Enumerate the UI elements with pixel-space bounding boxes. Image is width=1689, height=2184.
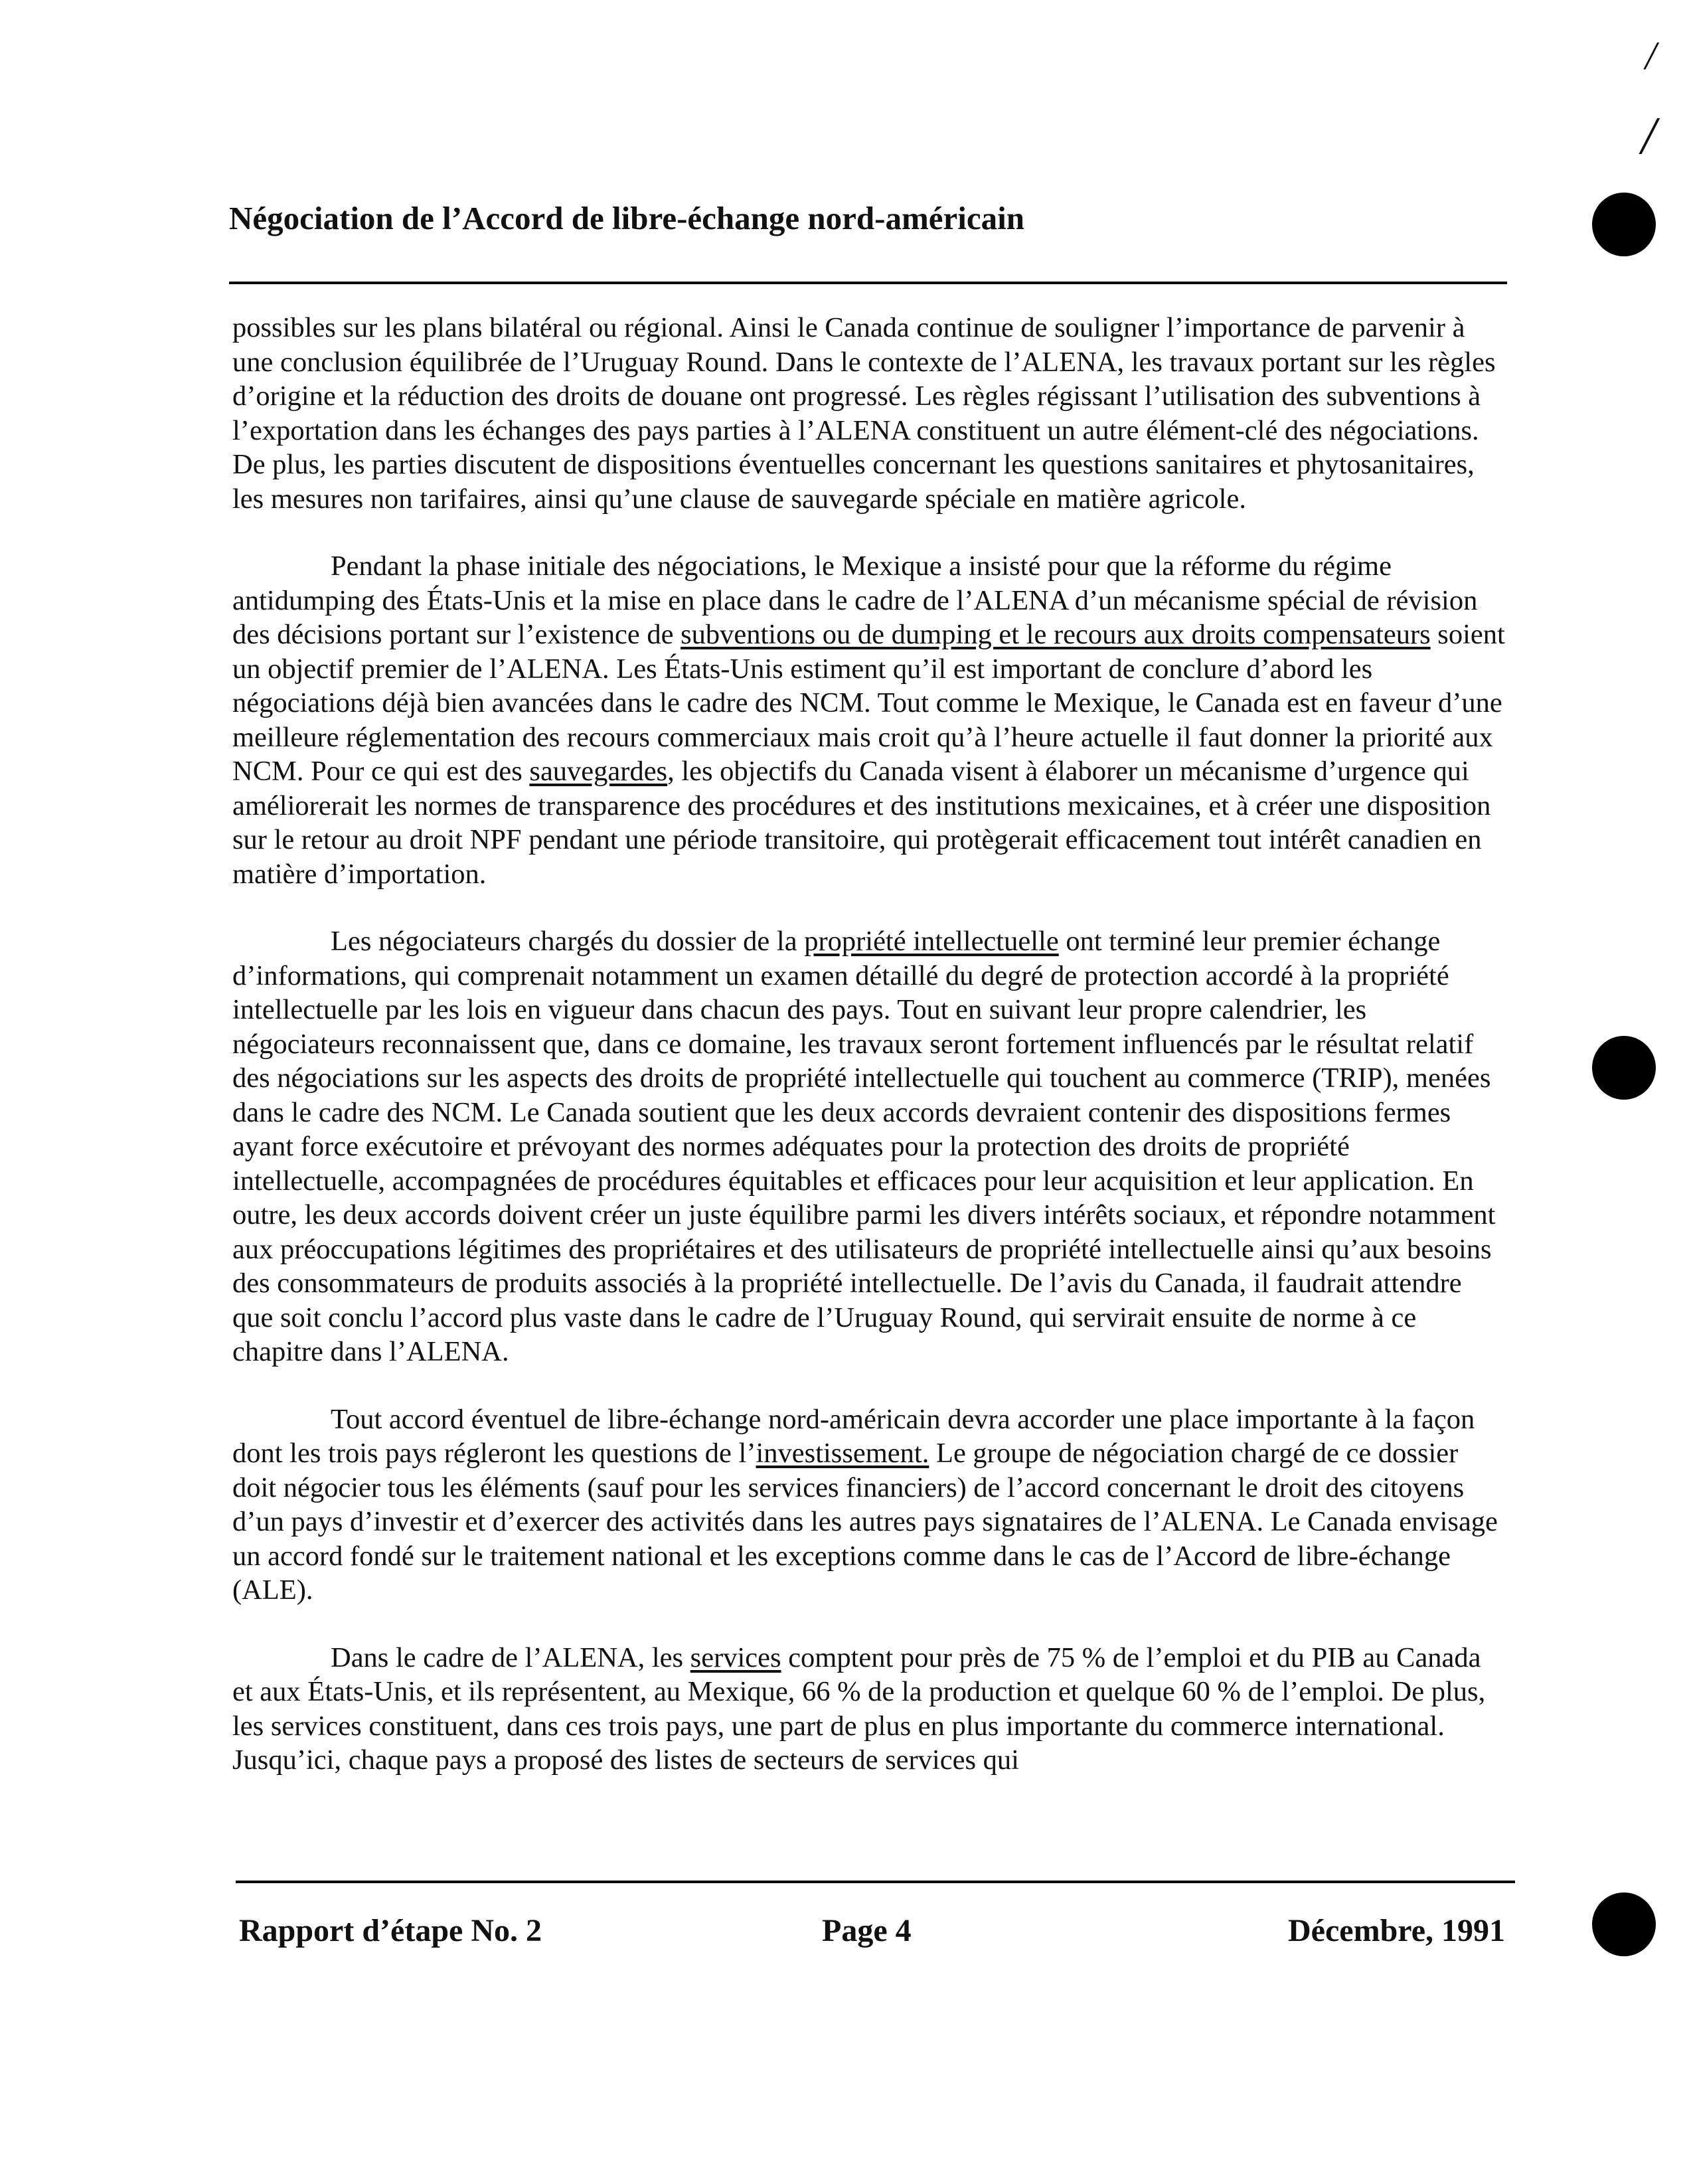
- page-title: Négociation de l’Accord de libre-échange nord-américain: [229, 200, 1025, 236]
- paragraph-services: [232, 1641, 1507, 1778]
- report-date: Décembre, 1991: [1288, 1913, 1505, 1948]
- header-divider: [229, 282, 1507, 284]
- paragraph-text: Le groupe de négociation chargé de ce dossier doit négocier tous les éléments (sauf pour les services financiers) de l’accord concernant le droit des citoyens d’un pays d’investir et d’exercer des activités dans les autres pays signataires de l’ALENA. Le Canada envisage un accord fondé sur le traitement national et les exceptions comme dans le cas de l’Accord de libre-échange (ALE).: [232, 1438, 1498, 1606]
- paragraph-trade-remedies: [232, 549, 1507, 891]
- handwritten-mark: /: [1645, 34, 1656, 78]
- underlined-term: services: [690, 1641, 781, 1673]
- document-body: [232, 311, 1507, 1811]
- footer-divider: [236, 1881, 1515, 1883]
- paragraph-intellectual-property: [232, 924, 1507, 1369]
- page-number: Page 4: [822, 1913, 912, 1948]
- underlined-term: sauvegardes: [529, 756, 668, 787]
- punch-hole: [1592, 193, 1656, 256]
- paragraph-text: soient un objectif premier de l’ALENA. Les États-Unis estiment qu’il est important de conclure d’abord les négociations déjà bien avancées dans le cadre des NCM. Tout comme le Mexique, le Canada est en faveur d’une meilleure réglementation des recours commerciaux mais croit qu’à l’heure actuelle il faut donner la priorité aux NCM. Pour ce qui est des: [232, 619, 1505, 787]
- underlined-term: investissement.: [756, 1438, 929, 1469]
- underlined-term: propriété intellectuelle: [804, 926, 1059, 957]
- paragraph-text: Pendant la phase initiale des négociations, le Mexique a insisté pour que la réforme du régime antidumping des États-Unis et la mise en place dans le cadre de l’ALENA d’un mécanisme spécial de révision des décisions portant sur l’existence de: [232, 550, 1478, 650]
- underlined-term: subventions ou de dumping et le recours aux droits compensateurs: [681, 619, 1431, 650]
- paragraph-agriculture: possibles sur les plans bilatéral ou régional. Ainsi le Canada continue de souligner l’importance de parvenir à une conclusion équilibrée de l’Uruguay Round. Dans le contexte de l’ALENA, les travaux portant sur les règles d’origine et la réduction des droits de douane ont progressé. Les règles régissant l’utilisation des subventions à l’exportation dans les échanges des pays parties à l’ALENA constituent un autre élément-clé des négociations. De plus, les parties discutent de dispositions éventuelles concernant les questions sanitaires et phytosanitaires, les mesures non tarifaires, ainsi qu’une clause de sauvegarde spéciale en matière agricole.: [232, 312, 1496, 515]
- handwritten-mark: /: [1641, 107, 1656, 165]
- punch-hole: [1592, 1036, 1656, 1100]
- paragraph-text: Tout accord éventuel de libre-échange nord-américain devra accorder une place importante à la façon dont les trois pays régleront les questions de l’: [232, 1403, 1475, 1469]
- punch-hole: [1592, 1892, 1656, 1956]
- paragraph-text: ont terminé leur premier échange d’informations, qui comprenait notamment un examen détaillé du degré de protection accordé à la propriété intellectuelle par les lois en vigueur dans chacun des pays. Tout en suivant leur propre calendrier, les négociateurs reconnaissent que, dans ce domaine, les travaux seront fortement influencés par le résultat relatif des négociations sur les aspects des droits de propriété intellectuelle qui touchent au commerce (TRIP), menées dans le cadre des NCM. Le Canada soutient que les deux accords devraient contenir des dispositions fermes ayant force exécutoire et prévoyant des normes adéquates pour la protection des droits de propriété intellectuelle, accompagnées de procédures équitables et efficaces pour leur acquisition et leur application. En outre, les deux accords doivent créer un juste équilibre parmi les divers intérêts sociaux, et répondre notamment aux préoccupations légitimes des propriétaires et des utilisateurs de propriété intellectuelle ainsi qu’aux besoins des consommateurs de produits associés à la propriété intellectuelle. De l’avis du Canada, il faudrait attendre que soit conclu l’accord plus vaste dans le cadre de l’Uruguay Round, qui servirait ensuite de norme à ce chapitre dans l’ALENA.: [232, 926, 1496, 1367]
- paragraph-text: , les objectifs du Canada visent à élaborer un mécanisme d’urgence qui améliorerait les normes de transparence des procédures et des institutions mexicaines, et à créer une disposition sur le retour au droit NPF pendant une période transitoire, qui protègerait efficacement tout intérêt canadien en matière d’importation.: [232, 756, 1491, 890]
- paragraph-text: comptent pour près de 75 % de l’emploi et du PIB au Canada et aux États-Unis, et ils représentent, au Mexique, 66 % de la production et quelque 60 % de l’emploi. De plus, les services constituent, dans ces trois pays, une part de plus en plus importante du commerce international. Jusqu’ici, chaque pays a proposé des listes de secteurs de services qui: [232, 1641, 1486, 1776]
- paragraph-text: Dans le cadre de l’ALENA, les: [331, 1641, 690, 1673]
- paragraph-investment: [232, 1402, 1507, 1608]
- report-label: Rapport d’étape No. 2: [239, 1913, 542, 1948]
- paragraph-text: Les négociateurs chargés du dossier de la: [331, 926, 805, 957]
